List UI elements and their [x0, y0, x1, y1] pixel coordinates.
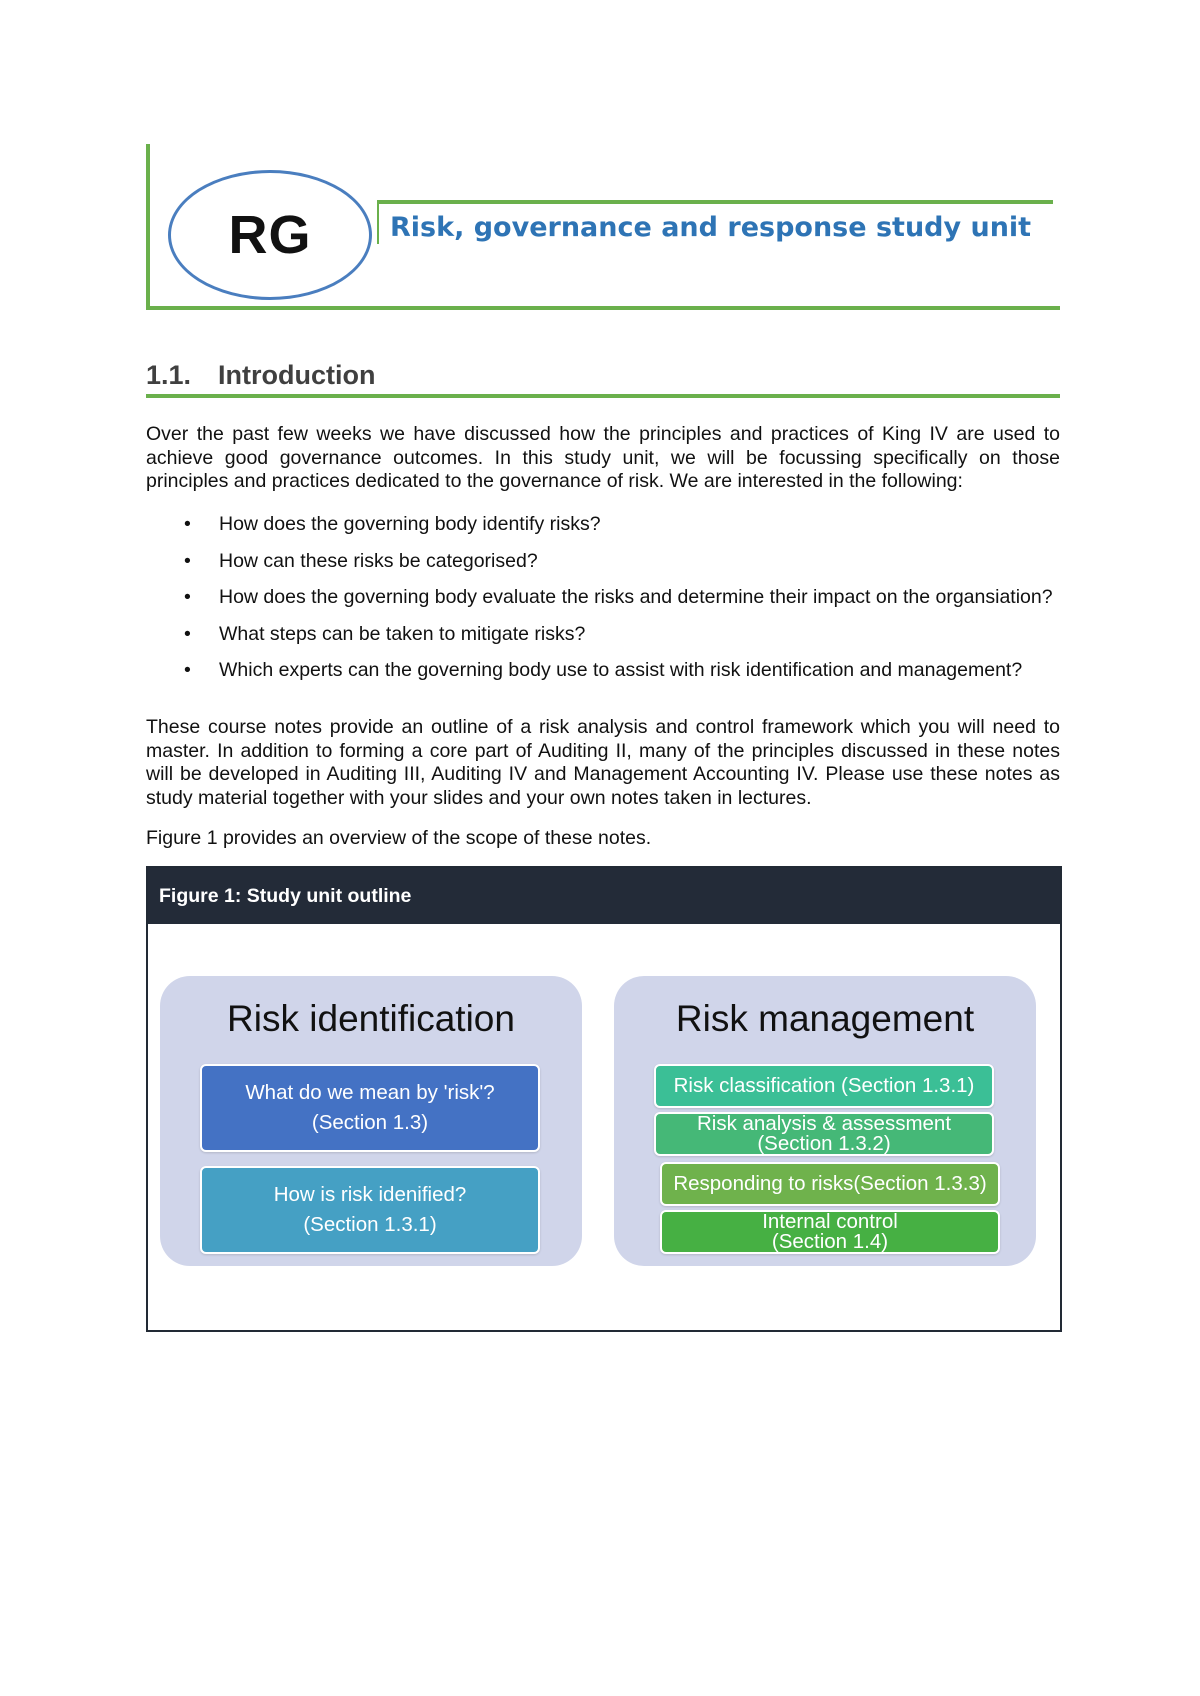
list-item — [146, 586, 1060, 610]
list-item-text: How does the governing body identify risks? — [219, 513, 601, 535]
bullet-icon: • — [184, 622, 191, 645]
header-bottom-rule — [146, 306, 1060, 310]
header-left-rule — [146, 144, 150, 310]
course-notes-paragraph: These course notes provide an outline of a risk analysis and control framework which you will need to master. In addition to forming a core part of Auditing II, many of the principles discussed in these notes will be developed in Auditing III, Auditing IV and Management Accounting IV. Please use these notes as study material together with your slides and your own notes taken in lectures. — [146, 716, 1060, 809]
node-text: Risk analysis & assessment — [696, 1112, 952, 1135]
risk-management-panel — [614, 976, 1036, 1266]
node-risk-identified — [200, 1166, 540, 1254]
node-meaning-of-risk — [200, 1064, 540, 1152]
panel-title-risk-identification: Risk identification — [227, 998, 515, 1039]
list-item — [146, 659, 1060, 683]
node-section-ref: (Section 1.4) — [771, 1230, 889, 1253]
section-heading — [146, 360, 1060, 400]
list-item-text: Which experts can the governing body use to assist with risk identification and management? — [219, 659, 1023, 681]
list-item — [146, 623, 1060, 647]
node-risk-analysis — [654, 1112, 994, 1156]
bullet-icon: • — [184, 513, 191, 535]
node-text: Internal control — [762, 1210, 898, 1233]
list-item — [146, 550, 1060, 574]
list-item-text: What steps can be taken to mitigate risks? — [219, 622, 586, 645]
node-internal-control — [660, 1210, 1000, 1254]
node-text: What do we mean by 'risk'? — [245, 1081, 495, 1104]
list-item-text: How can these risks be categorised? — [219, 549, 538, 572]
section-rule — [146, 394, 1060, 398]
section-number: 1.1. — [146, 360, 192, 390]
header-tick — [377, 200, 379, 244]
node-text: Responding to risks(Section 1.3.3) — [673, 1172, 987, 1195]
figure-study-unit-outline — [146, 866, 1062, 1332]
bullet-icon: • — [184, 549, 191, 572]
panel-title-risk-management: Risk management — [675, 998, 975, 1039]
question-list — [146, 513, 1060, 696]
unit-title: Risk, governance and response study unit — [390, 212, 1032, 243]
risk-identification-panel — [160, 976, 582, 1266]
list-item-text: How does the governing body evaluate the risks and determine their impact on the organsiation? — [219, 586, 1053, 608]
figure-reference-paragraph: Figure 1 provides an overview of the scope of these notes. — [146, 827, 652, 849]
node-text: Risk classification (Section 1.3.1) — [673, 1074, 975, 1097]
node-responding-to-risks — [660, 1162, 1000, 1206]
node-section-ref: (Section 1.3.1) — [303, 1213, 437, 1236]
node-section-ref: (Section 1.3.2) — [757, 1132, 891, 1155]
list-item — [146, 513, 1060, 537]
figure-caption: Figure 1: Study unit outline — [148, 868, 1060, 924]
bullet-icon: • — [184, 586, 191, 608]
section-title: Introduction — [218, 360, 376, 390]
header-top-rule — [377, 200, 1053, 204]
rg-logo-text: RG — [228, 205, 312, 265]
intro-paragraph: Over the past few weeks we have discussed how the principles and practices of King IV are used to achieve good governance outcomes. In this study unit, we will be focussing specifically on those principles and practices dedicated to the governance of risk. We are interested in the following: — [146, 423, 1060, 492]
rg-logo-ellipse — [168, 170, 372, 300]
unit-header — [146, 144, 1060, 310]
node-risk-classification — [654, 1064, 994, 1108]
node-text: How is risk idenified? — [273, 1183, 467, 1206]
node-section-ref: (Section 1.3) — [311, 1111, 429, 1134]
bullet-icon: • — [184, 659, 191, 681]
